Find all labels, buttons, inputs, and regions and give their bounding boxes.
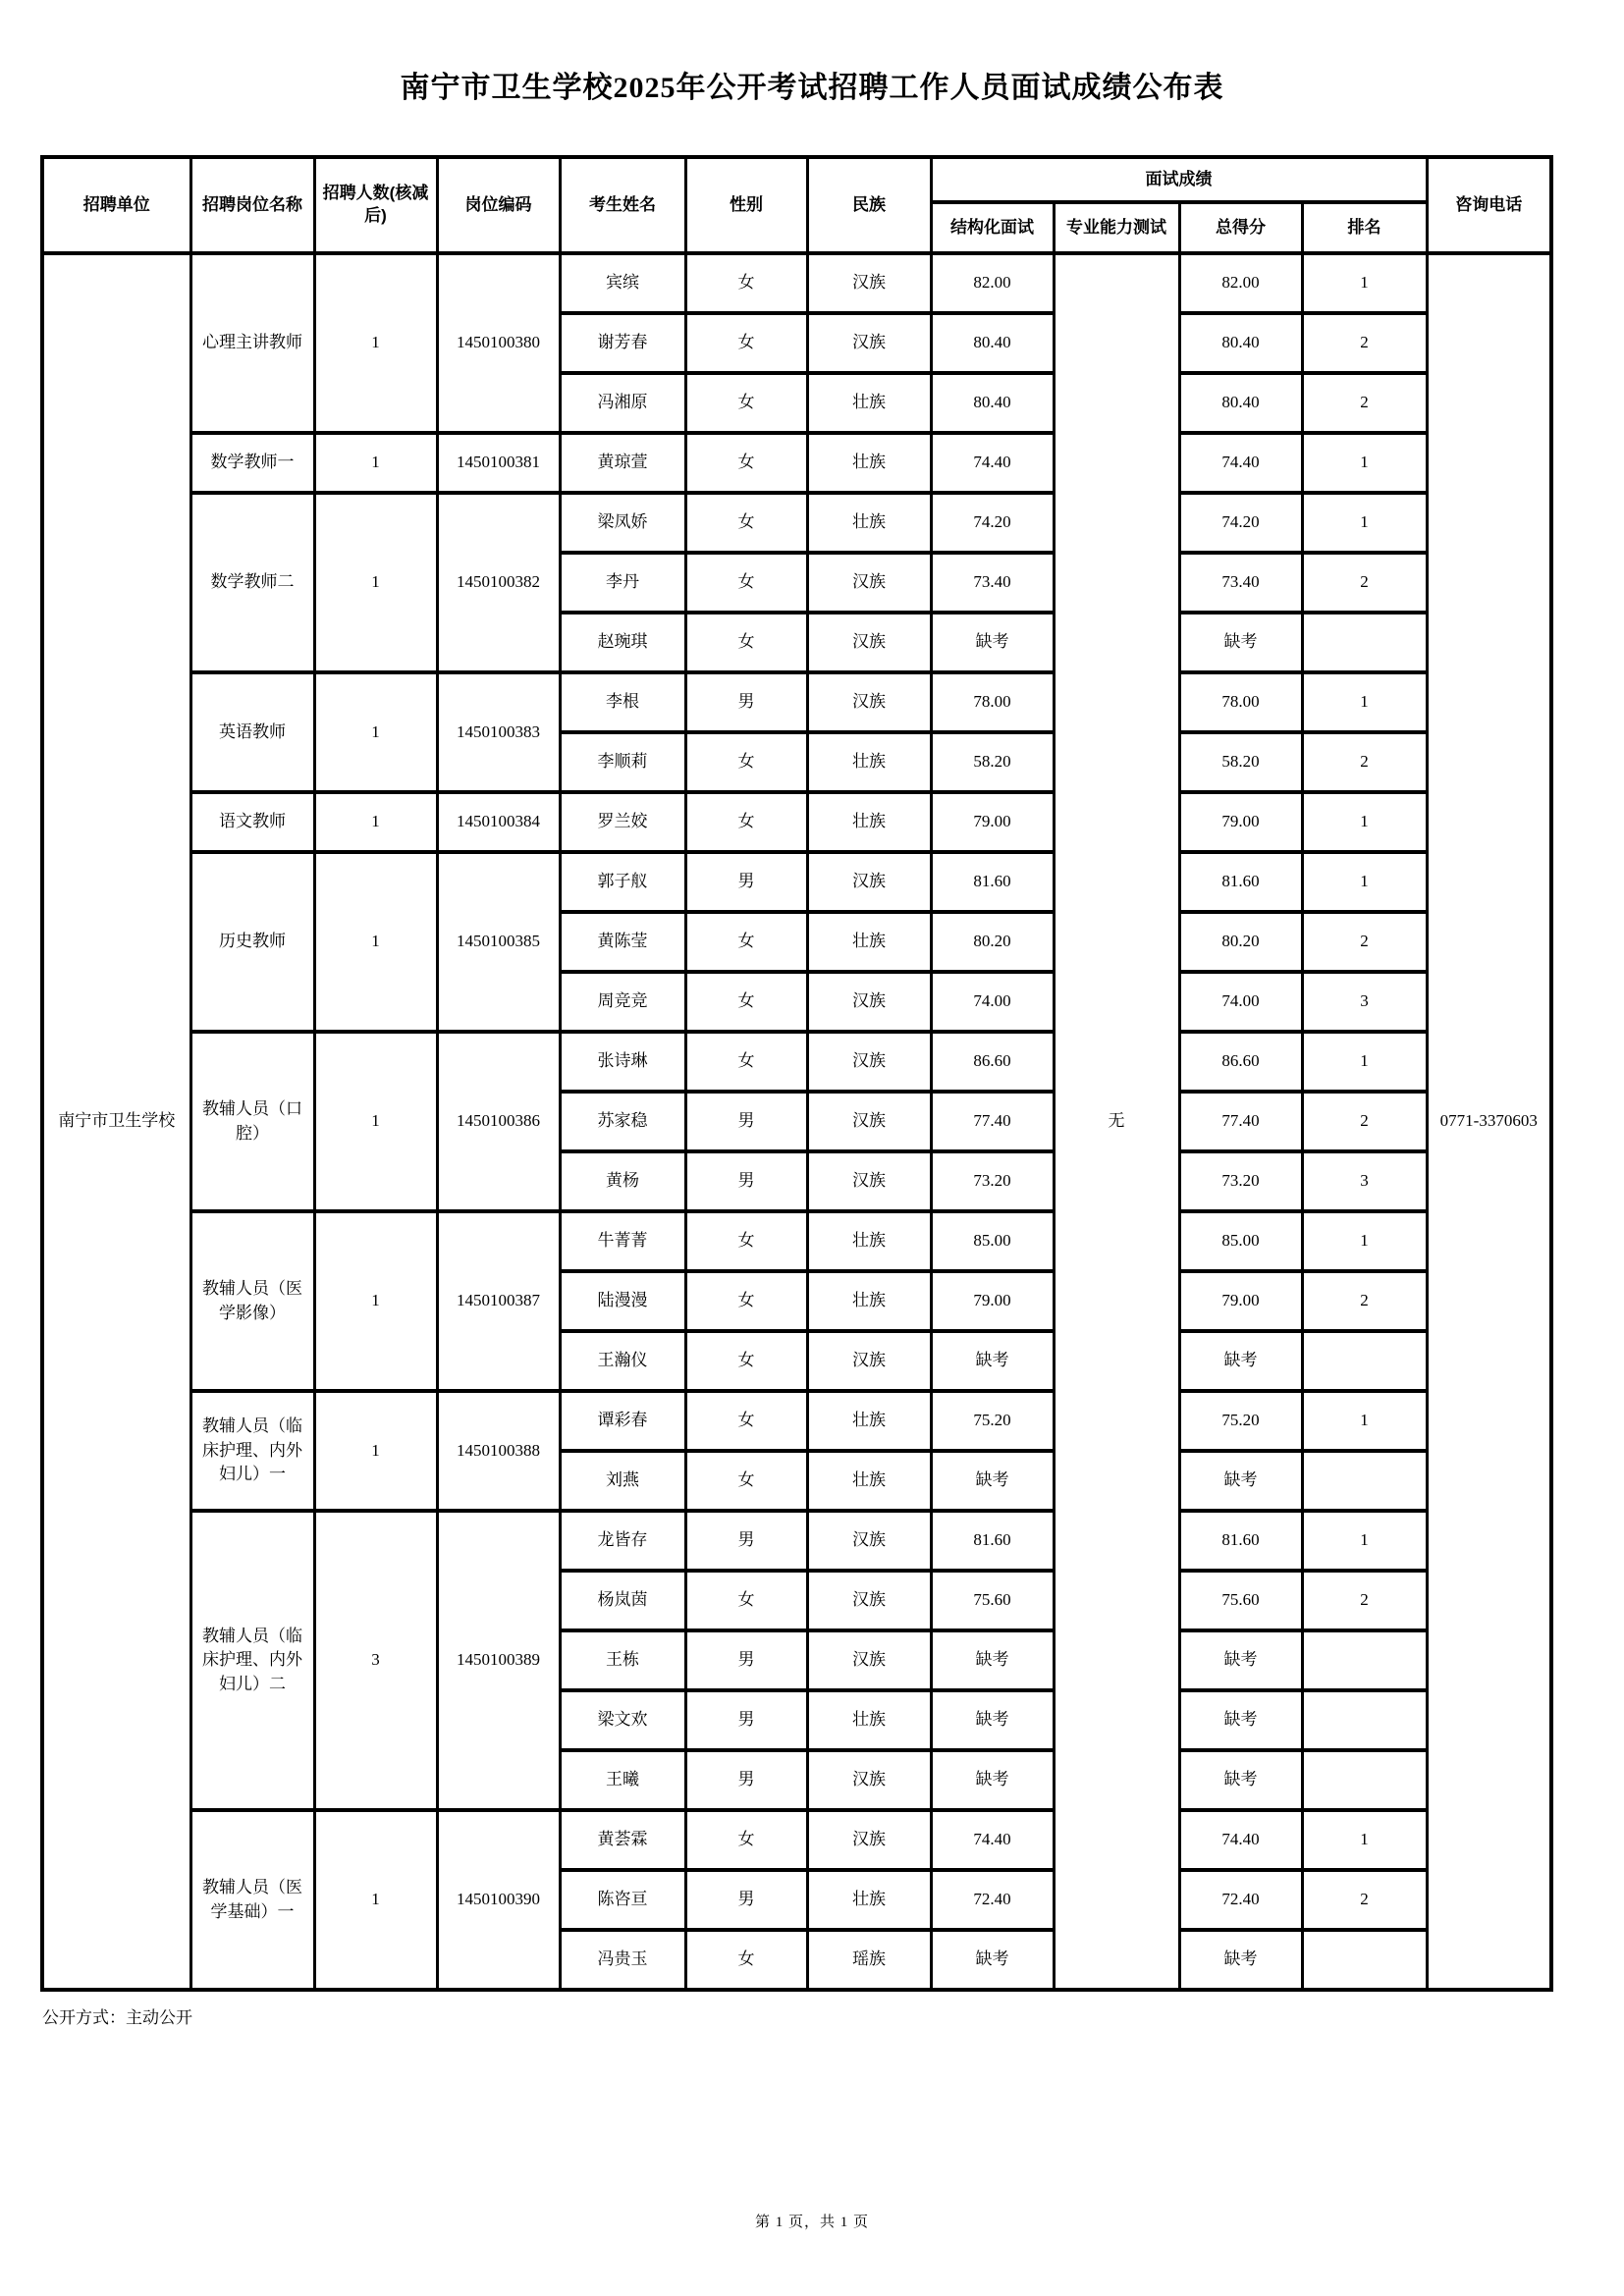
recruit-count-cell: 1 (314, 1032, 437, 1211)
structured-score-cell: 78.00 (931, 672, 1054, 732)
total-score-cell: 74.00 (1179, 972, 1302, 1032)
rank-cell: 2 (1302, 1870, 1427, 1930)
candidate-name-cell: 王曦 (560, 1750, 685, 1810)
post-code-cell: 1450100388 (437, 1391, 560, 1511)
candidate-row (42, 792, 1551, 852)
rank-cell: 1 (1302, 1511, 1427, 1571)
gender-cell: 女 (685, 1032, 807, 1092)
col-header-post: 招聘岗位名称 (190, 157, 314, 253)
ethnicity-cell: 汉族 (807, 852, 931, 912)
candidate-row (42, 852, 1551, 912)
post-code-cell: 1450100383 (437, 672, 560, 792)
post-name-cell: 数学教师一 (190, 433, 314, 493)
phone-cell: 0771-3370603 (1427, 253, 1551, 1990)
candidate-name-cell: 王栋 (560, 1630, 685, 1690)
gender-cell: 女 (685, 1571, 807, 1630)
ethnicity-cell: 汉族 (807, 313, 931, 373)
rank-cell (1302, 1331, 1427, 1391)
rank-cell: 1 (1302, 1391, 1427, 1451)
gender-cell: 男 (685, 1151, 807, 1211)
ethnicity-cell: 壮族 (807, 732, 931, 792)
col-header-unit: 招聘单位 (42, 157, 190, 253)
candidate-name-cell: 李丹 (560, 553, 685, 613)
recruit-count-cell: 1 (314, 1810, 437, 1990)
ethnicity-cell: 壮族 (807, 1271, 931, 1331)
rank-cell (1302, 1750, 1427, 1810)
rank-cell: 1 (1302, 253, 1427, 313)
candidate-row (42, 493, 1551, 553)
post-code-cell: 1450100381 (437, 433, 560, 493)
total-score-cell: 缺考 (1179, 1690, 1302, 1750)
candidate-name-cell: 张诗琳 (560, 1032, 685, 1092)
unit-cell: 南宁市卫生学校 (42, 253, 190, 1990)
rank-cell: 1 (1302, 1810, 1427, 1870)
gender-cell: 男 (685, 1630, 807, 1690)
ethnicity-cell: 汉族 (807, 553, 931, 613)
col-header-gender: 性别 (685, 157, 807, 253)
rank-cell: 2 (1302, 1092, 1427, 1151)
gender-cell: 女 (685, 253, 807, 313)
candidate-name-cell: 李根 (560, 672, 685, 732)
page-title: 南宁市卫生学校2025年公开考试招聘工作人员面试成绩公布表 (400, 72, 1224, 104)
gender-cell: 女 (685, 1810, 807, 1870)
col-header-phone: 咨询电话 (1427, 157, 1551, 253)
gender-cell: 女 (685, 972, 807, 1032)
total-score-cell: 79.00 (1179, 1271, 1302, 1331)
ethnicity-cell: 汉族 (807, 253, 931, 313)
ethnicity-cell: 汉族 (807, 1151, 931, 1211)
ethnicity-cell: 汉族 (807, 1331, 931, 1391)
gender-cell: 女 (685, 493, 807, 553)
candidate-name-cell: 罗兰姣 (560, 792, 685, 852)
results-tbody (42, 253, 1551, 1990)
total-score-cell: 73.20 (1179, 1151, 1302, 1211)
recruit-count-cell: 1 (314, 253, 437, 433)
structured-score-cell: 74.20 (931, 493, 1054, 553)
candidate-name-cell: 赵琬琪 (560, 613, 685, 672)
recruit-count-cell: 1 (314, 433, 437, 493)
candidate-name-cell: 宾缤 (560, 253, 685, 313)
structured-score-cell: 缺考 (931, 1750, 1054, 1810)
gender-cell: 男 (685, 1750, 807, 1810)
candidate-row (42, 253, 1551, 313)
candidate-name-cell: 梁凤娇 (560, 493, 685, 553)
structured-score-cell: 缺考 (931, 1630, 1054, 1690)
total-score-cell: 缺考 (1179, 1930, 1302, 1990)
gender-cell: 女 (685, 1451, 807, 1511)
recruit-count-cell: 3 (314, 1511, 437, 1810)
structured-score-cell: 81.60 (931, 852, 1054, 912)
post-name-cell: 教辅人员（临床护理、内外妇儿）二 (190, 1511, 314, 1810)
post-name-cell: 教辅人员（医学基础）一 (190, 1810, 314, 1990)
candidate-name-cell: 谭彩春 (560, 1391, 685, 1451)
candidate-name-cell: 谢芳春 (560, 313, 685, 373)
post-name-cell: 教辅人员（口腔） (190, 1032, 314, 1211)
structured-score-cell: 86.60 (931, 1032, 1054, 1092)
gender-cell: 女 (685, 1930, 807, 1990)
total-score-cell: 86.60 (1179, 1032, 1302, 1092)
total-score-cell: 78.00 (1179, 672, 1302, 732)
gender-cell: 女 (685, 313, 807, 373)
ethnicity-cell: 瑶族 (807, 1930, 931, 1990)
col-header-code: 岗位编码 (437, 157, 560, 253)
structured-score-cell: 79.00 (931, 792, 1054, 852)
gender-cell: 男 (685, 1690, 807, 1750)
recruit-count-cell: 1 (314, 493, 437, 672)
candidate-name-cell: 黄杨 (560, 1151, 685, 1211)
structured-score-cell: 缺考 (931, 1451, 1054, 1511)
post-code-cell: 1450100387 (437, 1211, 560, 1391)
ethnicity-cell: 汉族 (807, 613, 931, 672)
gender-cell: 女 (685, 433, 807, 493)
gender-cell: 男 (685, 1511, 807, 1571)
total-score-cell: 72.40 (1179, 1870, 1302, 1930)
total-score-cell: 75.60 (1179, 1571, 1302, 1630)
candidate-name-cell: 黄琼萱 (560, 433, 685, 493)
structured-score-cell: 74.00 (931, 972, 1054, 1032)
ethnicity-cell: 汉族 (807, 1630, 931, 1690)
gender-cell: 女 (685, 373, 807, 433)
structured-score-cell: 74.40 (931, 1810, 1054, 1870)
candidate-name-cell: 黄陈莹 (560, 912, 685, 972)
structured-score-cell: 73.40 (931, 553, 1054, 613)
ethnicity-cell: 汉族 (807, 672, 931, 732)
total-score-cell: 75.20 (1179, 1391, 1302, 1451)
gender-cell: 女 (685, 613, 807, 672)
col-header-total: 总得分 (1179, 202, 1302, 253)
ethnicity-cell: 壮族 (807, 493, 931, 553)
rank-cell: 3 (1302, 1151, 1427, 1211)
rank-cell: 2 (1302, 553, 1427, 613)
post-name-cell: 语文教师 (190, 792, 314, 852)
candidate-name-cell: 龙皆存 (560, 1511, 685, 1571)
rank-cell: 1 (1302, 493, 1427, 553)
structured-score-cell: 82.00 (931, 253, 1054, 313)
total-score-cell: 80.20 (1179, 912, 1302, 972)
rank-cell: 1 (1302, 1211, 1427, 1271)
col-header-count: 招聘人数(核减后) (314, 157, 437, 253)
interview-results-table (40, 155, 1553, 1992)
total-score-cell: 缺考 (1179, 613, 1302, 672)
rank-cell: 1 (1302, 852, 1427, 912)
structured-score-cell: 80.40 (931, 373, 1054, 433)
total-score-cell: 缺考 (1179, 1451, 1302, 1511)
structured-score-cell: 缺考 (931, 613, 1054, 672)
candidate-name-cell: 李顺莉 (560, 732, 685, 792)
candidate-name-cell: 苏家稳 (560, 1092, 685, 1151)
structured-score-cell: 85.00 (931, 1211, 1054, 1271)
gender-cell: 男 (685, 1092, 807, 1151)
gender-cell: 女 (685, 732, 807, 792)
post-code-cell: 1450100386 (437, 1032, 560, 1211)
ethnicity-cell: 汉族 (807, 1511, 931, 1571)
recruit-count-cell: 1 (314, 1211, 437, 1391)
ethnicity-cell: 壮族 (807, 433, 931, 493)
total-score-cell: 74.40 (1179, 1810, 1302, 1870)
post-name-cell: 数学教师二 (190, 493, 314, 672)
gender-cell: 男 (685, 852, 807, 912)
gender-cell: 女 (685, 912, 807, 972)
rank-cell (1302, 613, 1427, 672)
gender-cell: 女 (685, 1271, 807, 1331)
post-code-cell: 1450100390 (437, 1810, 560, 1990)
post-name-cell: 教辅人员（临床护理、内外妇儿）一 (190, 1391, 314, 1511)
structured-score-cell: 58.20 (931, 732, 1054, 792)
total-score-cell: 缺考 (1179, 1750, 1302, 1810)
ethnicity-cell: 壮族 (807, 1451, 931, 1511)
candidate-row (42, 672, 1551, 732)
rank-cell: 2 (1302, 373, 1427, 433)
post-name-cell: 英语教师 (190, 672, 314, 792)
candidate-row (42, 1032, 1551, 1092)
rank-cell: 2 (1302, 1571, 1427, 1630)
rank-cell: 3 (1302, 972, 1427, 1032)
post-code-cell: 1450100380 (437, 253, 560, 433)
candidate-name-cell: 冯贵玉 (560, 1930, 685, 1990)
structured-score-cell: 缺考 (931, 1331, 1054, 1391)
page-indicator: 第 1 页，共 1 页 (754, 2215, 869, 2230)
rank-cell (1302, 1690, 1427, 1750)
col-header-rank: 排名 (1302, 202, 1427, 253)
candidate-row (42, 433, 1551, 493)
post-name-cell: 历史教师 (190, 852, 314, 1032)
recruit-count-cell: 1 (314, 672, 437, 792)
post-code-cell: 1450100385 (437, 852, 560, 1032)
rank-cell: 2 (1302, 1271, 1427, 1331)
total-score-cell: 81.60 (1179, 1511, 1302, 1571)
table-header (42, 157, 1551, 253)
candidate-name-cell: 杨岚茵 (560, 1571, 685, 1630)
ethnicity-cell: 汉族 (807, 1571, 931, 1630)
disclosure-note: 公开方式：主动公开 (42, 2008, 192, 2027)
candidate-name-cell: 黄荟霖 (560, 1810, 685, 1870)
structured-score-cell: 缺考 (931, 1690, 1054, 1750)
candidate-name-cell: 郭子舣 (560, 852, 685, 912)
rank-cell: 1 (1302, 1032, 1427, 1092)
ethnicity-cell: 汉族 (807, 1810, 931, 1870)
gender-cell: 女 (685, 1211, 807, 1271)
ability-test-cell: 无 (1054, 253, 1179, 1990)
post-name-cell: 心理主讲教师 (190, 253, 314, 433)
rank-cell: 1 (1302, 792, 1427, 852)
rank-cell: 1 (1302, 672, 1427, 732)
total-score-cell: 缺考 (1179, 1331, 1302, 1391)
total-score-cell: 73.40 (1179, 553, 1302, 613)
recruit-count-cell: 1 (314, 852, 437, 1032)
col-header-score-group: 面试成绩 (931, 157, 1427, 202)
rank-cell (1302, 1930, 1427, 1990)
recruit-count-cell: 1 (314, 1391, 437, 1511)
structured-score-cell: 79.00 (931, 1271, 1054, 1331)
total-score-cell: 58.20 (1179, 732, 1302, 792)
gender-cell: 女 (685, 1331, 807, 1391)
ethnicity-cell: 壮族 (807, 373, 931, 433)
total-score-cell: 79.00 (1179, 792, 1302, 852)
ethnicity-cell: 汉族 (807, 1092, 931, 1151)
ethnicity-cell: 壮族 (807, 792, 931, 852)
candidate-name-cell: 王瀚仪 (560, 1331, 685, 1391)
post-code-cell: 1450100389 (437, 1511, 560, 1810)
recruit-count-cell: 1 (314, 792, 437, 852)
total-score-cell: 81.60 (1179, 852, 1302, 912)
gender-cell: 男 (685, 1870, 807, 1930)
col-header-ability: 专业能力测试 (1054, 202, 1179, 253)
ethnicity-cell: 壮族 (807, 1211, 931, 1271)
candidate-row (42, 1391, 1551, 1451)
structured-score-cell: 75.20 (931, 1391, 1054, 1451)
gender-cell: 女 (685, 553, 807, 613)
total-score-cell: 85.00 (1179, 1211, 1302, 1271)
candidate-name-cell: 牛菁菁 (560, 1211, 685, 1271)
candidate-name-cell: 刘燕 (560, 1451, 685, 1511)
candidate-row (42, 1810, 1551, 1870)
structured-score-cell: 81.60 (931, 1511, 1054, 1571)
structured-score-cell: 80.40 (931, 313, 1054, 373)
post-code-cell: 1450100384 (437, 792, 560, 852)
post-code-cell: 1450100382 (437, 493, 560, 672)
ethnicity-cell: 壮族 (807, 1870, 931, 1930)
ethnicity-cell: 汉族 (807, 972, 931, 1032)
candidate-row (42, 1511, 1551, 1571)
rank-cell (1302, 1451, 1427, 1511)
col-header-ethnic: 民族 (807, 157, 931, 253)
col-header-name: 考生姓名 (560, 157, 685, 253)
total-score-cell: 80.40 (1179, 373, 1302, 433)
structured-score-cell: 72.40 (931, 1870, 1054, 1930)
candidate-name-cell: 冯湘原 (560, 373, 685, 433)
post-name-cell: 教辅人员（医学影像） (190, 1211, 314, 1391)
structured-score-cell: 80.20 (931, 912, 1054, 972)
structured-score-cell: 73.20 (931, 1151, 1054, 1211)
ethnicity-cell: 壮族 (807, 1391, 931, 1451)
ethnicity-cell: 壮族 (807, 1690, 931, 1750)
candidate-name-cell: 陆漫漫 (560, 1271, 685, 1331)
total-score-cell: 74.40 (1179, 433, 1302, 493)
gender-cell: 女 (685, 1391, 807, 1451)
structured-score-cell: 缺考 (931, 1930, 1054, 1990)
candidate-name-cell: 陈咨亘 (560, 1870, 685, 1930)
rank-cell: 2 (1302, 732, 1427, 792)
gender-cell: 男 (685, 672, 807, 732)
rank-cell: 2 (1302, 912, 1427, 972)
structured-score-cell: 74.40 (931, 433, 1054, 493)
rank-cell (1302, 1630, 1427, 1690)
total-score-cell: 缺考 (1179, 1630, 1302, 1690)
total-score-cell: 82.00 (1179, 253, 1302, 313)
col-header-structured: 结构化面试 (931, 202, 1054, 253)
structured-score-cell: 75.60 (931, 1571, 1054, 1630)
candidate-row (42, 1211, 1551, 1271)
total-score-cell: 77.40 (1179, 1092, 1302, 1151)
rank-cell: 2 (1302, 313, 1427, 373)
ethnicity-cell: 壮族 (807, 912, 931, 972)
candidate-name-cell: 周竞竞 (560, 972, 685, 1032)
rank-cell: 1 (1302, 433, 1427, 493)
ethnicity-cell: 汉族 (807, 1032, 931, 1092)
ethnicity-cell: 汉族 (807, 1750, 931, 1810)
structured-score-cell: 77.40 (931, 1092, 1054, 1151)
candidate-name-cell: 梁文欢 (560, 1690, 685, 1750)
total-score-cell: 80.40 (1179, 313, 1302, 373)
total-score-cell: 74.20 (1179, 493, 1302, 553)
gender-cell: 女 (685, 792, 807, 852)
